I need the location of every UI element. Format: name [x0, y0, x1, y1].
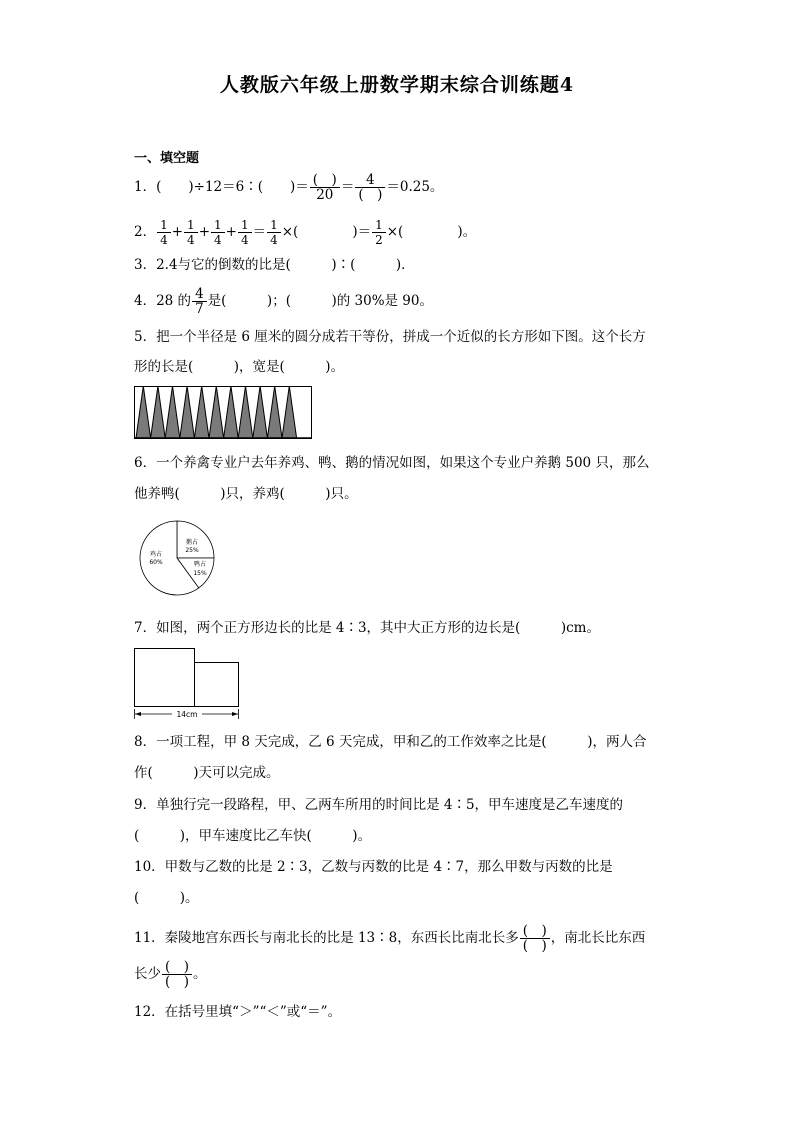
question-7: 7．如图，两个正方形边长的比是 4∶3，其中大正方形的边长是( )cm。: [134, 620, 600, 636]
question-3: 3．2.4与它的倒数的比是( )∶( )．: [134, 257, 415, 273]
question-8-line-2: 作( )天可以完成。: [134, 765, 280, 781]
pie-label-chicken: 鸡占: [149, 551, 163, 558]
question-6-line-2: 他养鸭( )只，养鸡( )只。: [134, 486, 358, 502]
q11-fraction-1: $\frac{( )}{( )}$: [520, 924, 550, 953]
q1-blank: ( ): [257, 179, 296, 195]
q1-fraction-1: $\frac{( )}{20}$: [310, 173, 340, 202]
dimension-label: 14cm: [176, 710, 198, 719]
q1-text: ÷12＝6∶: [193, 179, 258, 195]
fraction-quarter: $\frac{1}{4}$: [238, 218, 252, 247]
poultry-pie-chart: [138, 519, 220, 597]
question-11-line-1: 11．秦陵地宫东西长与南北长的比是 13∶8，东西长比南北长多 $\frac{( )}{( )}$ ，南北长比东西: [134, 923, 646, 954]
q2-number: 2．: [134, 224, 157, 240]
fraction-quarter: $\frac{1}{4}$: [184, 218, 198, 247]
question-12: 12．在括号里填“＞”“＜”或“＝”。: [134, 1004, 342, 1020]
question-4: 4．28 的 $\frac{4}{7}$ 是( )；( )的 30%是 90。: [134, 286, 433, 317]
fraction-quarter: $\frac{1}{4}$: [267, 218, 281, 247]
pie-label-chicken-pct: 60%: [149, 559, 163, 566]
question-11-line-2: 长少 $\frac{( )}{( )}$ 。: [134, 959, 207, 990]
page-title: 人教版六年级上册数学期末综合训练题4: [219, 74, 575, 96]
q11-fraction-2: $\frac{( )}{( )}$: [162, 960, 192, 989]
small-square: [195, 663, 239, 707]
question-10-line-1: 10．甲数与乙数的比是 2∶3，乙数与丙数的比是 4∶7，那么甲数与丙数的比是: [134, 859, 613, 875]
two-squares-figure: [132, 647, 242, 723]
question-2: 2． $\frac{1}{4}$ + $\frac{1}{4}$ + $\frac{1}{4}$ + $\frac{1}{4}$ ＝ $\frac{1}{4}$ ×( )＝ $\frac{1}{2}$ ×( )。: [134, 218, 477, 247]
q1-end: ＝0.25。: [386, 179, 444, 195]
pie-label-goose: 鹅占: [185, 539, 199, 546]
question-5-line-2: 形的长是( )，宽是( )。: [134, 359, 345, 375]
q1-fraction-2: $\frac{4}{( )}$: [355, 173, 385, 202]
fraction-half: $\frac{1}{2}$: [372, 218, 386, 247]
pie-label-goose-pct: 25%: [185, 547, 199, 554]
q1-equals: ＝: [295, 179, 309, 195]
question-8-line-1: 8．一项工程，甲 8 天完成，乙 6 天完成，甲和乙的工作效率之比是( )，两人合: [134, 734, 647, 750]
q1-number: 1．: [134, 179, 157, 195]
large-square: [135, 649, 195, 707]
circle-rectangle-figure: [134, 386, 312, 439]
question-9-line-1: 9．单独行完一段路程，甲、乙两车所用的时间比是 4∶5，甲车速度是乙车速度的: [134, 797, 624, 813]
q1-equals: ＝: [340, 179, 355, 195]
pie-label-duck-pct: 15%: [193, 570, 207, 577]
question-1: [134, 173, 443, 202]
q1-blank: ( ): [156, 179, 194, 195]
fraction-quarter: $\frac{1}{4}$: [211, 218, 225, 247]
question-10-line-2: ( )。: [134, 890, 199, 906]
q4-fraction: $\frac{4}{7}$: [192, 287, 207, 316]
question-9-line-2: ( )，甲车速度比乙车快( )。: [134, 828, 372, 844]
fraction-quarter: $\frac{1}{4}$: [157, 218, 171, 247]
question-6-line-1: 6．一个养禽专业户去年养鸡、鸭、鹅的情况如图，如果这个专业户养鹅 500 只，那么: [134, 455, 650, 471]
question-5-line-1: 5．把一个半径是 6 厘米的圆分成若干等份，拼成一个近似的长方形如下图。这个长方: [134, 329, 646, 345]
section-heading: 一、填空题: [134, 151, 200, 166]
pie-label-duck: 鸭占: [193, 561, 207, 568]
